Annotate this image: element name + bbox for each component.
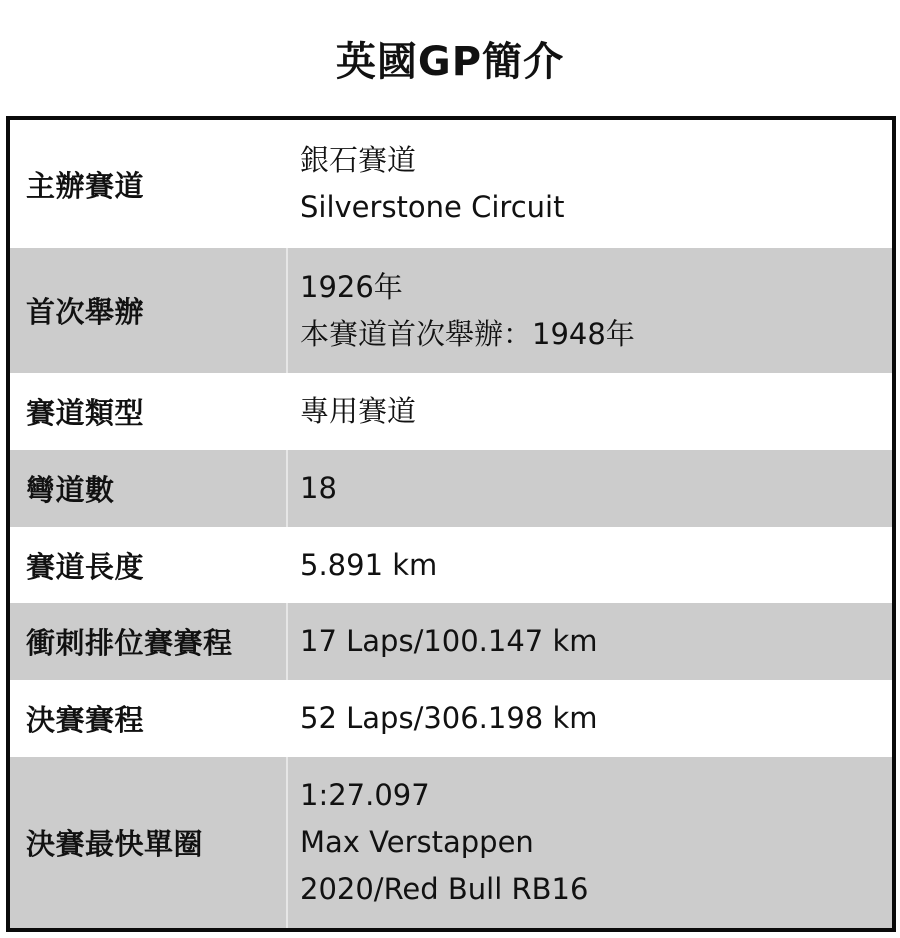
column-divider bbox=[286, 450, 288, 527]
table-row-first-held bbox=[10, 248, 892, 373]
value-line: 18 bbox=[300, 471, 337, 505]
table-row-fastest-lap bbox=[10, 757, 892, 928]
value-line: 52 Laps/306.198 km bbox=[300, 701, 598, 735]
value-line: 銀石賽道 bbox=[300, 143, 417, 177]
column-divider bbox=[286, 527, 288, 603]
row-value bbox=[300, 373, 416, 450]
row-value bbox=[300, 450, 337, 527]
row-label: 衝刺排位賽賽程 bbox=[26, 626, 233, 660]
value-line: 2020/Red Bull RB16 bbox=[300, 872, 589, 906]
table-row-sprint-distance bbox=[10, 603, 892, 680]
column-divider bbox=[286, 373, 288, 450]
column-divider bbox=[286, 603, 288, 680]
row-value bbox=[300, 757, 588, 928]
row-label: 決賽賽程 bbox=[26, 703, 145, 737]
row-label: 彎道數 bbox=[26, 473, 115, 507]
column-divider bbox=[286, 120, 288, 248]
row-label: 首次舉辦 bbox=[26, 295, 145, 329]
value-line: 1:27.097 bbox=[300, 778, 430, 812]
column-divider bbox=[286, 680, 288, 757]
row-label: 決賽最快單圈 bbox=[26, 827, 204, 861]
table-row-length bbox=[10, 527, 892, 603]
row-value bbox=[300, 603, 598, 680]
row-value bbox=[300, 527, 437, 603]
row-value bbox=[300, 680, 598, 757]
table-row-race-distance bbox=[10, 680, 892, 757]
value-line: 1926年 bbox=[300, 269, 403, 304]
value-line: Silverstone Circuit bbox=[300, 190, 565, 224]
row-value bbox=[300, 120, 564, 248]
table-row-circuit-type bbox=[10, 373, 892, 450]
row-label: 賽道長度 bbox=[26, 549, 145, 584]
column-divider bbox=[286, 757, 288, 928]
value-line: 本賽道首次舉辦：1948年 bbox=[300, 316, 635, 351]
info-table bbox=[6, 116, 896, 932]
page-title: 英國GP簡介 bbox=[335, 39, 565, 85]
value-line: Max Verstappen bbox=[300, 825, 534, 859]
value-line: 專用賽道 bbox=[300, 394, 417, 428]
table-row-circuit bbox=[10, 120, 892, 248]
row-label: 主辦賽道 bbox=[26, 168, 145, 203]
row-value bbox=[300, 248, 635, 373]
row-label: 賽道類型 bbox=[26, 396, 145, 430]
table-row-corners bbox=[10, 450, 892, 527]
value-line: 5.891 km bbox=[300, 547, 438, 582]
column-divider bbox=[286, 248, 288, 373]
value-line: 17 Laps/100.147 km bbox=[300, 624, 598, 658]
